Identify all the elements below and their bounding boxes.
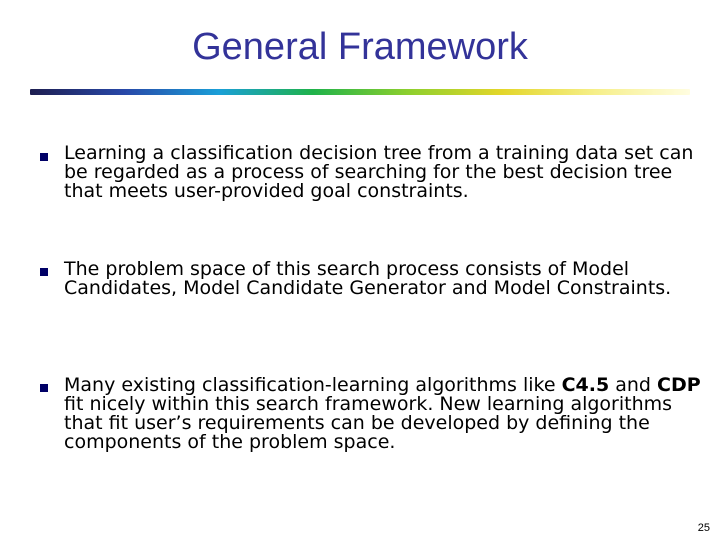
cdp-term: CDP	[657, 374, 701, 396]
bullet-2-text: The problem space of this search process consists of Model Candidates, Model Candidate Generator and Model Constraints.	[64, 258, 672, 299]
page-number: 25	[697, 522, 710, 534]
c45-term: C4.5	[561, 374, 610, 396]
bullet-square-icon	[40, 384, 48, 392]
bullet-square-icon	[40, 153, 48, 161]
bullet-3-text-part: Many existing classification-learning algorithms like	[64, 374, 562, 396]
bullet-square-icon	[40, 268, 48, 276]
bullet-3-text	[64, 376, 704, 452]
title-gradient-rule	[30, 89, 690, 95]
bullet-1-text: Learning a classification decision tree from a training data set can be regarded as a process of searching for the best decision tree that meets user-provided goal constraints.	[64, 142, 694, 202]
slide-title: General Framework	[192, 26, 528, 68]
bullet-3-text-part: and	[609, 374, 657, 396]
bullet-3-text-part: fit nicely within this search framework. New learning algorithms that fit user’s requirements can be developed by defining the components of the problem space.	[64, 393, 673, 453]
